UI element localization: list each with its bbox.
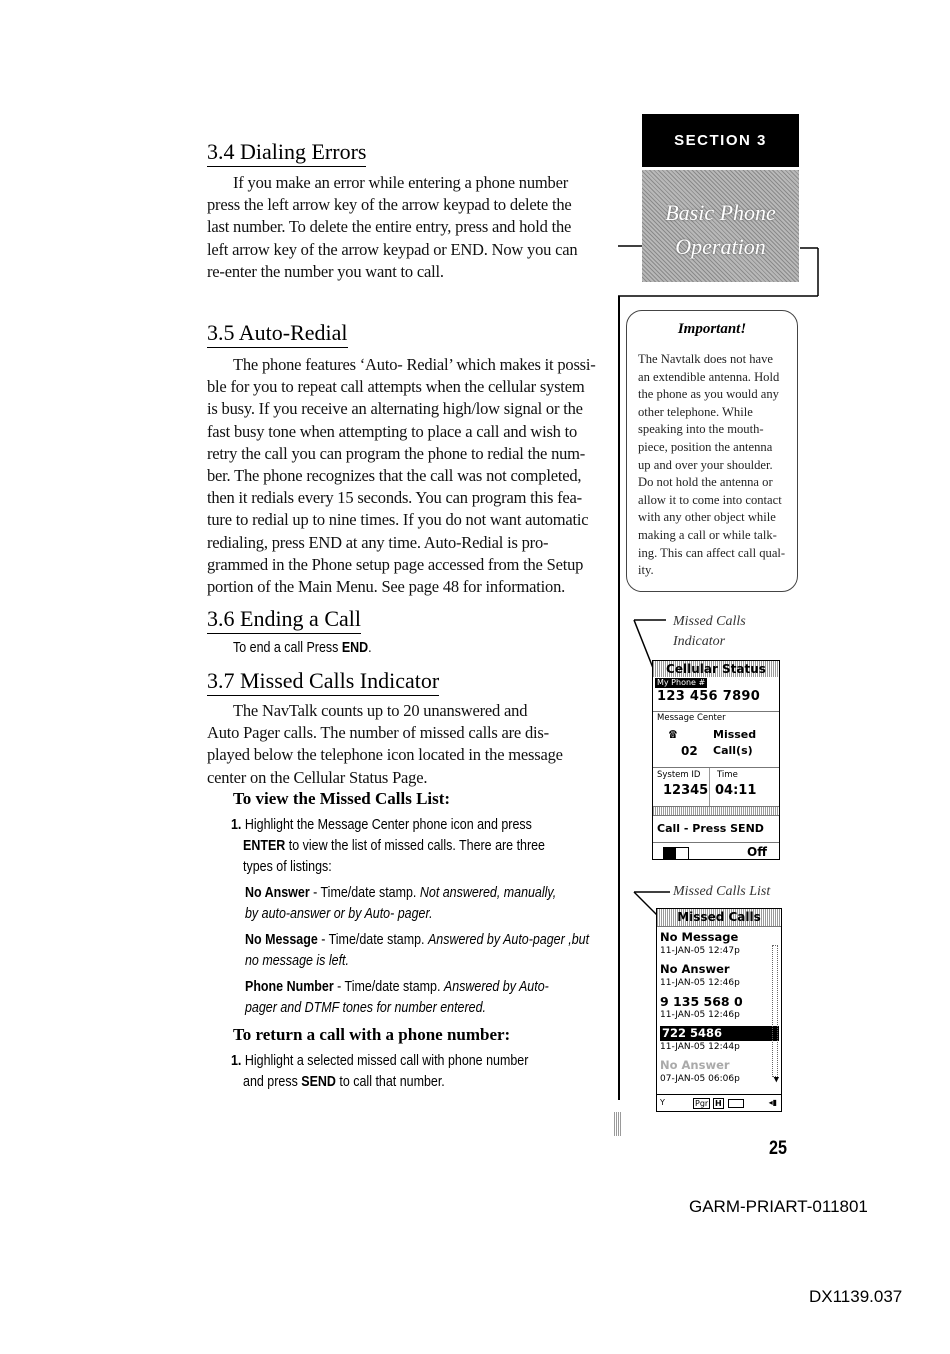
listing-italic: Answered by Auto-pager ,but <box>427 932 590 948</box>
power-toggle[interactable] <box>663 847 689 860</box>
list-item[interactable] <box>660 994 771 1026</box>
call-prompt[interactable]: Call - Press SEND <box>653 815 779 843</box>
text-line: grammed in the Phone setup page accessed from the Setup <box>207 554 584 574</box>
list-item[interactable] <box>660 1058 771 1090</box>
end-key-label: END <box>341 640 369 656</box>
listing-phone-number <box>245 977 549 1019</box>
doc-code: GARM-PRIART-011801 <box>689 1197 868 1216</box>
entry-stamp: 11-JAN-05 12:47p <box>660 946 740 956</box>
listing-plain: - Time/date stamp. <box>317 932 428 948</box>
indicator-caption-line2: Indicator <box>673 634 726 649</box>
important-title: Important! <box>677 321 747 337</box>
important-note <box>626 310 798 592</box>
dialing-errors-text <box>207 172 577 283</box>
note-line: The Navtalk does not have <box>638 352 773 366</box>
note-line: ing. This can affect call qual- <box>638 545 786 560</box>
text-line: fast busy tone when attempting to place a call and wish to <box>207 421 578 441</box>
time-value: 04:11 <box>715 783 757 798</box>
text-line: The phone features ‘Auto- Redial’ which makes it possi- <box>233 355 596 374</box>
entry-stamp: 11-JAN-05 12:46p <box>660 1010 740 1020</box>
system-id-label: System ID <box>657 770 701 780</box>
missed-list <box>657 927 781 1090</box>
note-line: allow it to come into contact <box>638 492 782 507</box>
step2-prefix: and press <box>243 1074 302 1090</box>
enter-key-label: ENTER <box>243 838 286 854</box>
list-item[interactable] <box>660 962 771 994</box>
ending-call-suffix: . <box>368 640 372 656</box>
missed-list-title: Missed Calls <box>657 909 781 927</box>
auto-redial-text <box>207 354 596 598</box>
step1-number: 1. <box>231 817 242 833</box>
note-line: Do not hold the antenna or <box>638 475 773 490</box>
missed-calls-screen <box>656 908 782 1112</box>
text-line: last number. To delete the entire entry, press and hold the <box>207 217 572 237</box>
note-line: making a call or while talk- <box>638 527 777 542</box>
listing-plain: - Time/date stamp. <box>309 885 420 901</box>
text-line: then it redials every 15 seconds. You can program this fea- <box>207 488 582 508</box>
send-key-label: SEND <box>301 1074 336 1090</box>
entry-name: No Answer <box>660 1058 730 1072</box>
heading-ending-call: 3.6 Ending a Call <box>207 606 361 634</box>
text-line: ble for you to repeat call attempts when the cellular system <box>207 377 585 397</box>
section-title-line2: Operation <box>675 234 766 259</box>
entry-name: 722 5486 <box>660 1026 779 1041</box>
text-line: retry the call you can program the phone to redial the num- <box>207 443 586 463</box>
listing-label: No Answer <box>245 885 310 901</box>
note-line: piece, position the antenna <box>638 439 773 454</box>
note-line: with any other object while <box>638 510 776 525</box>
entry-name: No Answer <box>660 962 730 976</box>
text-line: played below the telephone icon located in the message <box>207 745 563 765</box>
text-line: is busy. If you receive an alternating high/low signal or the <box>207 399 583 419</box>
section-bracket <box>610 240 825 300</box>
text-line: left arrow key of the arrow keypad or END. Now you can <box>207 239 578 259</box>
step2-suffix: to call that number. <box>335 1074 445 1090</box>
signal-icon: ◂▮ <box>768 1098 777 1107</box>
time-label: Time <box>717 770 738 780</box>
ending-call-text <box>233 638 372 659</box>
heading-dialing-errors: 3.4 Dialing Errors <box>207 139 366 167</box>
step1-line3: types of listings: <box>243 859 332 875</box>
status-title: Cellular Status <box>653 661 779 677</box>
list-item[interactable] <box>660 930 771 962</box>
note-line: up and over your shoulder. <box>638 457 773 472</box>
list-caption: Missed Calls List <box>673 884 771 899</box>
step2-line1: Highlight a selected missed call with phone number <box>244 1053 529 1069</box>
power-state: Off <box>747 845 767 859</box>
section-title-line1: Basic Phone <box>665 200 776 225</box>
listing-italic: Answered by Auto- <box>443 979 549 995</box>
view-missed-title: To view the Missed Calls List: <box>233 789 451 808</box>
text-line: ber. The phone recognizes that the call was not completed, <box>207 466 582 486</box>
text-line: ture to redial up to nine times. If you do not want automatic <box>207 510 589 530</box>
entry-name: 9 135 568 0 <box>660 994 743 1009</box>
pager-icon: Pgr <box>695 1099 709 1108</box>
doc-reference: DX1139.037 <box>809 1287 903 1306</box>
return-call-title: To return a call with a phone number: <box>233 1025 511 1044</box>
scrollbar[interactable] <box>772 945 778 1077</box>
text-line: re-enter the number you want to call. <box>207 261 444 281</box>
my-phone-number: 123 456 7890 <box>657 689 761 704</box>
note-line: ity. <box>638 563 654 578</box>
entry-stamp: 11-JAN-05 12:46p <box>660 978 740 988</box>
heading-missed-calls: 3.7 Missed Calls Indicator <box>207 668 439 696</box>
listing-italic-2: pager and DTMF tones for number entered. <box>245 1000 486 1016</box>
h-icon: H <box>715 1099 722 1108</box>
step2 <box>231 1051 528 1093</box>
listing-italic-2: by auto-answer or by Auto- pager. <box>245 906 433 922</box>
margin-rule <box>618 296 620 1100</box>
listing-label: Phone Number <box>245 979 334 995</box>
battery-icon <box>728 1099 744 1108</box>
page-number: 25 <box>769 1138 787 1159</box>
calls-label: Call(s) <box>713 744 753 757</box>
text-line: If you make an error while entering a phone number <box>233 173 568 192</box>
text-line: redialing, press END at any time. Auto-Redial is pro- <box>207 532 549 552</box>
note-line: an extendible antenna. Hold <box>638 369 780 384</box>
text-line: The NavTalk counts up to 20 unanswered and <box>233 701 528 720</box>
listing-label: No Message <box>245 932 318 948</box>
listing-plain: - Time/date stamp. <box>333 979 444 995</box>
entry-stamp: 11-JAN-05 12:44p <box>660 1042 740 1052</box>
step2-number: 1. <box>231 1053 242 1069</box>
listing-no-message <box>245 930 589 972</box>
phone-icon[interactable]: ☎ <box>669 727 677 742</box>
step1-line1: Highlight the Message Center phone icon and press <box>244 817 532 833</box>
indicator-caption-line1: Missed Calls <box>673 614 746 629</box>
note-line: speaking into the mouth- <box>638 422 764 437</box>
entry-name: No Message <box>660 930 739 944</box>
message-center-label: Message Center <box>657 713 726 723</box>
note-line: the phone as you would any <box>638 387 779 402</box>
important-body <box>638 351 788 580</box>
note-line: other telephone. While <box>638 404 753 419</box>
antenna-icon: Y <box>660 1098 665 1107</box>
list-item-selected[interactable] <box>660 1026 771 1058</box>
step1-line2: to view the list of missed calls. There are three <box>285 838 545 854</box>
entry-stamp: 07-JAN-05 06:06p <box>660 1074 740 1084</box>
listing-italic-2: no message is left. <box>245 953 349 969</box>
cellular-status-screen <box>652 660 780 860</box>
heading-auto-redial: 3.5 Auto-Redial <box>207 320 348 348</box>
step1 <box>231 815 545 878</box>
my-phone-label: My Phone # <box>657 678 706 687</box>
text-line: center on the Cellular Status Page. <box>207 767 428 787</box>
text-line: press the left arrow key of the arrow keypad to delete the <box>207 195 572 215</box>
scroll-down-icon[interactable]: ▼ <box>773 1075 779 1085</box>
system-id-value: 12345 <box>663 783 709 798</box>
text-line: Auto Pager calls. The number of missed calls are dis- <box>207 723 549 743</box>
missed-count: 02 <box>681 744 698 758</box>
listing-italic: Not answered, manually, <box>419 885 557 901</box>
missed-calls-text <box>207 700 563 789</box>
missed-label: Missed <box>713 728 757 741</box>
margin-marker <box>614 1112 621 1136</box>
ending-call-prefix: To end a call Press <box>233 640 342 656</box>
section-tab: SECTION 3 <box>642 114 799 167</box>
listing-no-answer <box>245 883 556 925</box>
text-line: portion of the Main Menu. See page 48 for information. <box>207 577 566 597</box>
